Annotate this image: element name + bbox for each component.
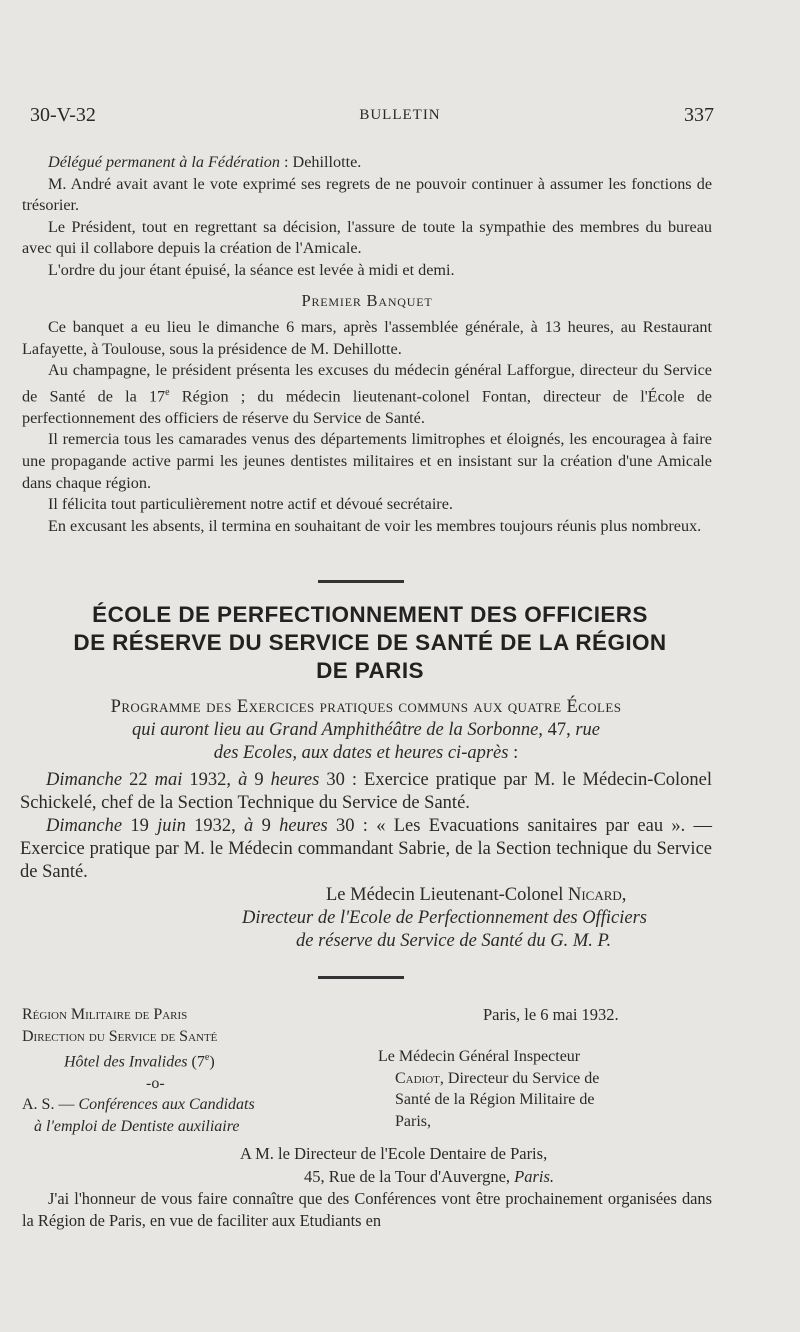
letter-body bbox=[22, 1188, 712, 1232]
signature-title: de réserve du Service de Santé du G. M. P. bbox=[296, 931, 612, 951]
top-section bbox=[22, 152, 712, 282]
text-run: ) bbox=[209, 1053, 215, 1071]
programme-subtitle bbox=[20, 742, 712, 765]
text-run: Au champagne, le président présenta les excuses du médecin général Lafforgue, directeur du Service de Santé de la 17 bbox=[22, 361, 712, 406]
text-run: à bbox=[238, 770, 248, 790]
running-header bbox=[0, 104, 800, 132]
text-run: 22 bbox=[122, 770, 155, 790]
text-run: 1932, bbox=[182, 770, 239, 790]
text-run: 30 : « Les Evacuations sanitaires par eau ». — Exercice pratique par M. le Médecin commandant Sabrie, de la Section technique du Service de Santé. bbox=[20, 816, 713, 882]
paragraph: Le Président, tout en regrettant sa décision, l'assure de toute la sympathie des membres du bureau avec qui il collabore depuis la création de l'Amicale. bbox=[22, 217, 712, 258]
banquet-heading: Premier Banquet bbox=[301, 291, 433, 310]
text-run: 47, bbox=[542, 720, 576, 740]
text-run: Conférences aux Candidats bbox=[78, 1096, 255, 1114]
paragraph: Ce banquet a eu lieu le dimanche 6 mars, après l'assemblée générale, à 13 heures, au Restaurant Lafayette, à Toulouse, sous la présidence de M. Dehillotte. bbox=[22, 318, 712, 358]
paragraph bbox=[22, 360, 712, 429]
text-run: Paris. bbox=[514, 1166, 555, 1186]
text-run: 30 : Exercice pratique par M. le Médecin-Colonel Schickelé, chef de la Section Technique du Service de Santé. bbox=[20, 770, 713, 813]
section-title bbox=[20, 601, 720, 685]
title-line: DE RÉSERVE DU SERVICE DE SANTÉ DE LA RÉGION bbox=[73, 630, 667, 655]
text-run: , Directeur du Service de bbox=[439, 1069, 600, 1087]
text-run: A. S. — bbox=[22, 1096, 79, 1114]
text-run: Région ; du médecin lieutenant-colonel Fontan, directeur de l'École de perfectionnement des officiers de réserve du Service de Santé. bbox=[22, 387, 712, 427]
text-run: Cadiot bbox=[395, 1069, 440, 1087]
paragraph: Il félicita tout particulièrement notre actif et dévoué secrétaire. bbox=[48, 495, 453, 514]
superscript: e bbox=[165, 386, 170, 398]
paragraph: J'ai l'honneur de vous faire connaître que des Conférences vont être prochainement organisées dans la Région de Paris, en vue de faciliter aux Etudiants en bbox=[22, 1189, 712, 1230]
text-line: Direction du Service de Santé bbox=[22, 1027, 218, 1045]
title-line: ÉCOLE DE PERFECTIONNEMENT DES OFFICIERS bbox=[92, 602, 648, 627]
text-run: juin bbox=[157, 816, 186, 836]
banquet-section bbox=[22, 317, 712, 537]
paragraph: L'ordre du jour étant épuisé, la séance est levée à midi et demi. bbox=[48, 260, 455, 279]
text-run: Dimanche bbox=[46, 816, 123, 836]
delegue-name: : Dehillotte. bbox=[279, 153, 362, 171]
text-run: Nicard bbox=[567, 885, 622, 905]
paragraph: En excusant les absents, il termina en souhaitant de voir les membres toujours réunis plus nombreux. bbox=[48, 516, 702, 535]
text-run: 19 bbox=[122, 816, 158, 836]
text-line: Santé de la Région Militaire de bbox=[395, 1091, 595, 1108]
text-line: Paris, bbox=[395, 1112, 431, 1130]
letter-date: Paris, le 6 mai 1932. bbox=[483, 1005, 619, 1024]
exercise-2 bbox=[20, 815, 712, 884]
header-date: 30-V-32 bbox=[30, 104, 96, 126]
text-run: heures bbox=[279, 816, 328, 836]
letter-left-header bbox=[22, 1004, 255, 1137]
programme-subtitle bbox=[20, 719, 712, 742]
page-number: 337 bbox=[684, 104, 714, 126]
signature-name bbox=[20, 884, 712, 907]
text-run: rue bbox=[575, 720, 600, 740]
text-run: mai bbox=[154, 770, 183, 790]
text-run: 45, Rue de la Tour d'Auvergne, bbox=[304, 1166, 515, 1186]
text-run: Hôtel des Invalides bbox=[64, 1053, 188, 1071]
text-line bbox=[22, 1047, 255, 1073]
text-run: 9 bbox=[247, 770, 271, 790]
text-run: , bbox=[621, 885, 627, 905]
letter-address bbox=[240, 1143, 554, 1188]
text-run: 9 bbox=[253, 816, 280, 836]
text-run: Dimanche bbox=[46, 770, 123, 790]
text-run: Le Médecin Lieutenant-Colonel bbox=[326, 885, 568, 905]
paragraph: Il remercia tous les camarades venus des départements limitrophes et éloignés, les encouragea à faire une propagande active parmi les jeunes dentistes militaires et en insistant sur la création d'une Amicale dans chaque région. bbox=[22, 430, 712, 492]
letter-right-header bbox=[378, 1046, 599, 1132]
signature-title: Directeur de l'Ecole de Perfectionnement des Officiers bbox=[242, 908, 647, 928]
text-run: heures bbox=[270, 770, 320, 790]
delegue-label: Délégué permanent à la Fédération bbox=[48, 153, 280, 171]
superscript: e bbox=[204, 1052, 210, 1063]
text-line: A M. le Directeur de l'Ecole Dentaire de Paris, bbox=[240, 1144, 548, 1163]
text-line: Le Médecin Général Inspecteur bbox=[378, 1048, 581, 1065]
text-line bbox=[22, 1094, 255, 1116]
section-divider bbox=[318, 976, 404, 979]
text-line bbox=[378, 1068, 599, 1090]
text-run: qui auront lieu au Grand Amphithéâtre de la Sorbonne, bbox=[132, 720, 543, 740]
text-line bbox=[240, 1166, 554, 1189]
programme-section bbox=[20, 696, 712, 953]
paragraph: M. André avait avant le vote exprimé ses regrets de ne pouvoir continuer à assumer les fonctions de trésorier. bbox=[22, 174, 712, 215]
text-line: Région Militaire de Paris bbox=[22, 1006, 188, 1023]
programme-heading: Programme des Exercices pratiques communs aux quatre Écoles bbox=[110, 697, 622, 717]
section-divider bbox=[318, 580, 404, 583]
text-run: : bbox=[508, 743, 519, 763]
text-run: (7 bbox=[187, 1053, 205, 1071]
header-title: BULLETIN bbox=[359, 107, 441, 123]
text-run: des Ecoles, aux dates et heures ci-après bbox=[213, 743, 509, 763]
text-line: à l'emploi de Dentiste auxiliaire bbox=[34, 1117, 240, 1135]
text-run: 1932, bbox=[185, 816, 245, 836]
text-line: -o- bbox=[146, 1074, 165, 1092]
delegue-line bbox=[22, 152, 712, 174]
text-run: à bbox=[244, 816, 254, 836]
exercise-1 bbox=[20, 769, 712, 815]
title-line: DE PARIS bbox=[316, 658, 424, 683]
